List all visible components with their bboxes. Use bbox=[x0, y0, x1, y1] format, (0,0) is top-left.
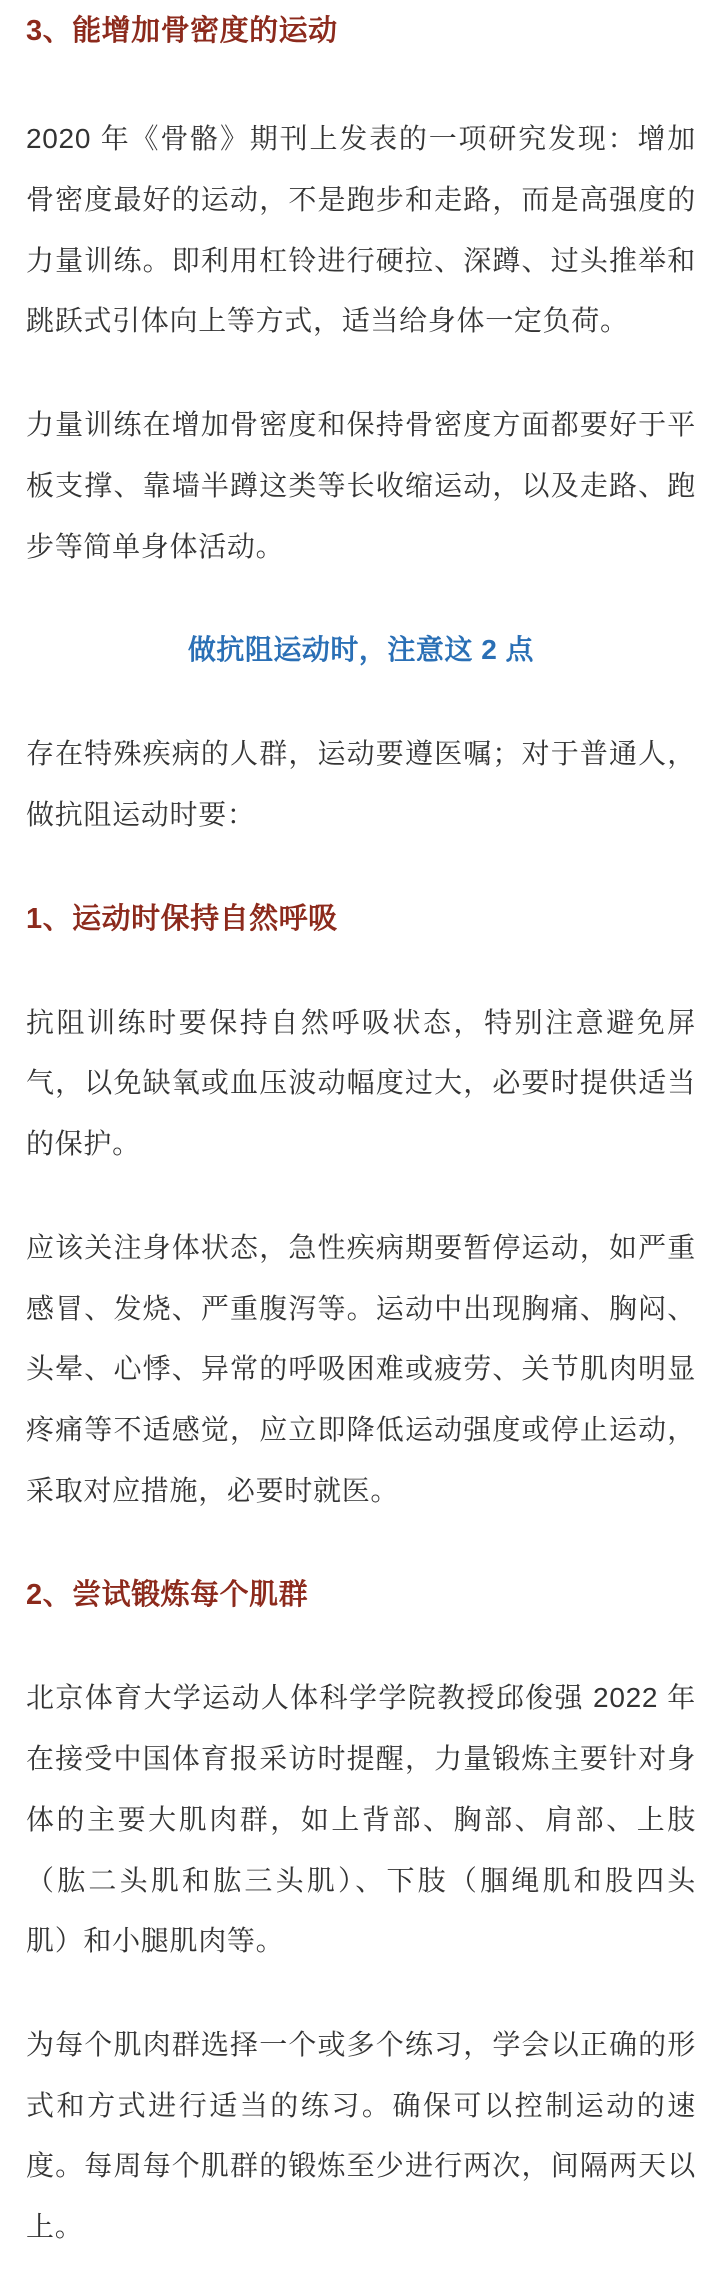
paragraph-line: 抗阻训练时要保持自然呼吸状态，特别注意避免屏 bbox=[26, 1006, 696, 1038]
paragraph-line: 疼痛等不适感觉，应立即降低运动强度或停止运动， bbox=[26, 1414, 696, 1445]
paragraph-line: 上。 bbox=[26, 2211, 84, 2243]
paragraph-line: 跳跃式引体向上等方式，适当给身体一定负荷。 bbox=[26, 305, 629, 337]
paragraph bbox=[26, 993, 696, 1175]
paragraph-line: 的保护。 bbox=[26, 1128, 141, 1160]
paragraph bbox=[26, 1668, 696, 1971]
paragraph-line: 板支撑、靠墙半蹲这类等长收缩运动，以及走路、跑 bbox=[26, 469, 696, 501]
paragraph-line: 北京体育大学运动人体科学学院教授邱俊强 2022 年 bbox=[26, 1682, 696, 1714]
intro-paragraph bbox=[26, 724, 696, 845]
paragraph-line: 在接受中国体育报采访时提醒，力量锻炼主要针对身 bbox=[26, 1743, 696, 1775]
paragraph-line: 存在特殊疾病的人群，运动要遵医嘱；对于普通人， bbox=[26, 738, 696, 770]
section-heading: 3、能增加骨密度的运动 bbox=[26, 15, 338, 47]
paragraph-line: 感冒、发烧、严重腹泻等。运动中出现胸痛、胸闷、 bbox=[26, 1292, 696, 1324]
paragraph-line: 头晕、心悸、异常的呼吸困难或疲劳、关节肌肉明显 bbox=[26, 1353, 696, 1385]
paragraph-line: 采取对应措施，必要时就医。 bbox=[26, 1474, 400, 1506]
paragraph bbox=[26, 1218, 696, 1521]
paragraph-line: 气，以免缺氧或血压波动幅度过大，必要时提供适当 bbox=[26, 1067, 696, 1099]
paragraph-line: 骨密度最好的运动，不是跑步和走路，而是高强度的 bbox=[26, 183, 696, 215]
paragraph-line: 式和方式进行适当的练习。确保可以控制运动的速 bbox=[26, 2089, 696, 2121]
paragraph-line: 应该关注身体状态，急性疾病期要暂停运动，如严重 bbox=[26, 1231, 696, 1263]
paragraph-line: 做抗阻运动时要： bbox=[26, 798, 256, 830]
tip-heading: 1、运动时保持自然呼吸 bbox=[26, 902, 338, 935]
tip-heading: 2、尝试锻炼每个肌群 bbox=[26, 1578, 309, 1611]
section-title: 做抗阻运动时，注意这 2 点 bbox=[187, 634, 535, 666]
paragraph-line: 为每个肌肉群选择一个或多个练习，学会以正确的形 bbox=[26, 2029, 696, 2061]
paragraph-line: 肌）和小腿肌肉等。 bbox=[26, 1925, 285, 1957]
paragraph-line: 2020 年《骨骼》期刊上发表的一项研究发现：增加 bbox=[26, 123, 696, 155]
paragraph bbox=[26, 2015, 696, 2258]
paragraph bbox=[26, 109, 696, 352]
paragraph-line: 力量训练在增加骨密度和保持骨密度方面都要好于平 bbox=[26, 409, 696, 441]
paragraph bbox=[26, 395, 696, 577]
paragraph-line: 力量训练。即利用杠铃进行硬拉、深蹲、过头推举和 bbox=[26, 244, 696, 276]
paragraph-line: 度。每周每个肌群的锻炼至少进行两次，间隔两天以 bbox=[26, 2150, 696, 2182]
paragraph-line: 体的主要大肌肉群，如上背部、胸部、肩部、上肢 bbox=[26, 1803, 696, 1835]
paragraph-line: 步等简单身体活动。 bbox=[26, 530, 285, 562]
paragraph-line: （肱二头肌和肱三头肌）、下肢（腘绳肌和股四头 bbox=[26, 1864, 696, 1896]
